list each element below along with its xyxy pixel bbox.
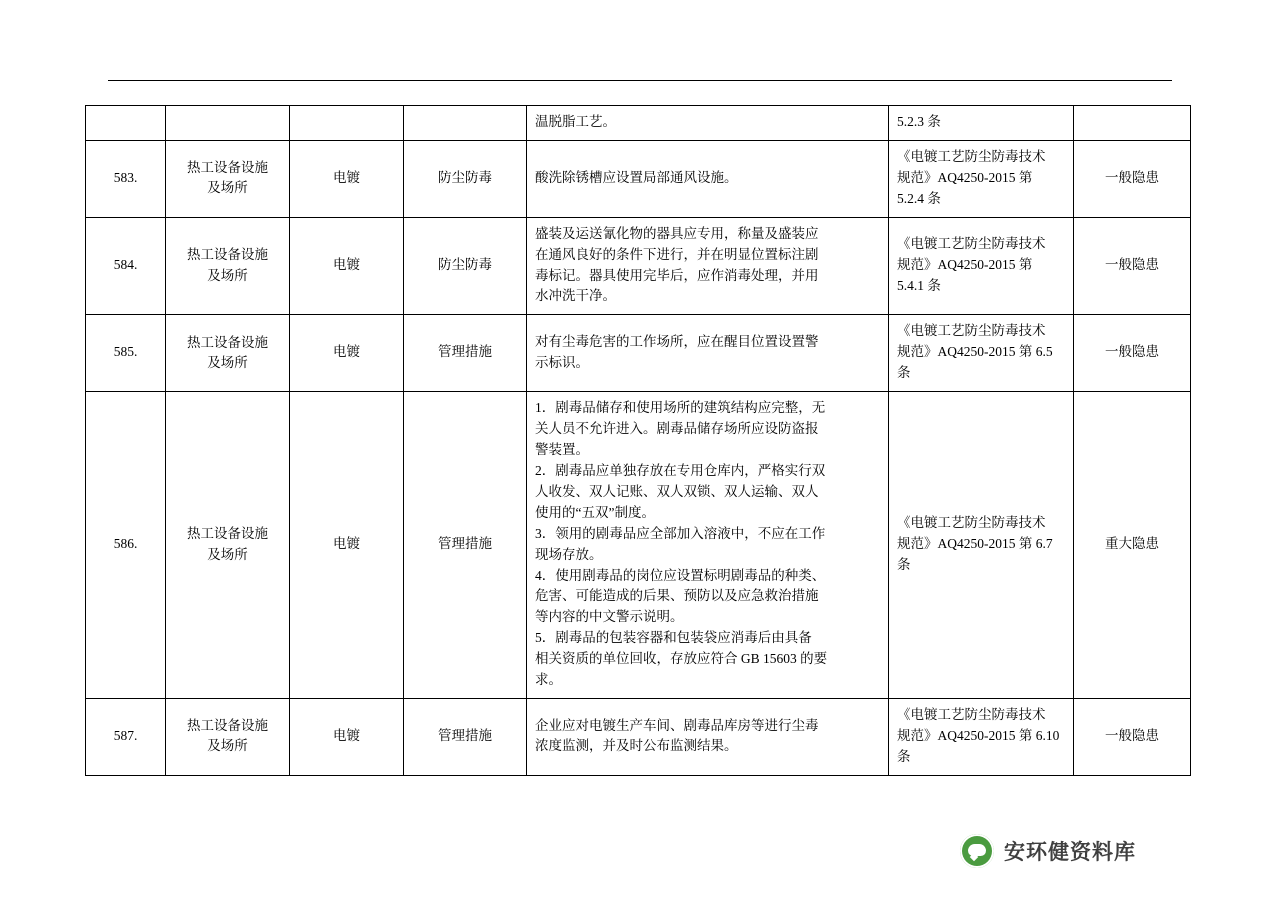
watermark-label: 安环健资料库 (1004, 841, 1136, 864)
description-line: 使用的“五双”制度。 (535, 504, 655, 520)
reference-line: 《电镀工艺防尘防毒技术 (897, 323, 1046, 339)
cell-description (527, 315, 889, 392)
cell-industry: 电镀 (290, 140, 404, 217)
category-line-2: 及场所 (207, 354, 248, 370)
cell-reference (889, 315, 1074, 392)
cell-type: 管理措施 (404, 315, 527, 392)
cell-category (166, 315, 290, 392)
reference-line: 条 (897, 365, 911, 381)
cell-category (166, 392, 290, 699)
cell-description (527, 699, 889, 776)
description-line: 浓度监测，并及时公布监测结果。 (535, 738, 738, 754)
cell-number: 586. (86, 392, 166, 699)
description-line: 毒标记。器具使用完毕后，应作消毒处理，并用 (535, 267, 819, 283)
cell-type: 防尘防毒 (404, 217, 527, 315)
description-line: 人收发、双人记账、双人双锁、双人运输、双人 (535, 483, 819, 499)
cell-industry: 电镀 (290, 392, 404, 699)
category-line-1: 热工设备设施 (187, 526, 268, 542)
cell-description (527, 140, 889, 217)
cell-type (404, 106, 527, 141)
description-line: 在通风良好的条件下进行，并在明显位置标注剧 (535, 246, 819, 262)
cell-level: 一般隐患 (1074, 699, 1191, 776)
description-line: 危害、可能造成的后果、预防以及应急救治措施 (535, 588, 819, 604)
cell-industry: 电镀 (290, 699, 404, 776)
category-line-2: 及场所 (207, 267, 248, 283)
cell-reference (889, 392, 1074, 699)
cell-category (166, 699, 290, 776)
wechat-logo-icon (960, 834, 994, 868)
cell-reference: 5.2.3 条 (889, 106, 1074, 141)
table-body (86, 106, 1191, 776)
reference-line: 规范》AQ4250-2015 第 6.10 (897, 727, 1060, 743)
cell-industry (290, 106, 404, 141)
cell-level: 一般隐患 (1074, 217, 1191, 315)
table-row (86, 140, 1191, 217)
cell-level: 一般隐患 (1074, 140, 1191, 217)
cell-reference (889, 699, 1074, 776)
description-line: 1．剧毒品储存和使用场所的建筑结构应完整，无 (535, 400, 826, 416)
header-rule (108, 80, 1172, 81)
table-row (86, 392, 1191, 699)
watermark (960, 826, 1200, 876)
description-line: 关人员不允许进入。剧毒品储存场所应设防盗报 (535, 421, 819, 437)
category-line-1: 热工设备设施 (187, 247, 268, 263)
cell-type: 管理措施 (404, 392, 527, 699)
cell-category (166, 140, 290, 217)
description-line: 3．领用的剧毒品应全部加入溶液中，不应在工作 (535, 525, 826, 541)
reference-line: 5.4.1 条 (897, 277, 941, 293)
cell-industry: 电镀 (290, 315, 404, 392)
description-list (535, 398, 880, 691)
cell-reference (889, 217, 1074, 315)
reference-line: 5.2.4 条 (897, 190, 941, 206)
cell-industry: 电镀 (290, 217, 404, 315)
reference-line: 《电镀工艺防尘防毒技术 (897, 148, 1046, 164)
cell-description (527, 217, 889, 315)
cell-number: 584. (86, 217, 166, 315)
cell-type: 防尘防毒 (404, 140, 527, 217)
reference-line: 《电镀工艺防尘防毒技术 (897, 515, 1046, 531)
hazard-table-container (85, 105, 1190, 776)
category-line-1: 热工设备设施 (187, 334, 268, 350)
category-line-1: 热工设备设施 (187, 718, 268, 734)
description-line: 警装置。 (535, 441, 589, 457)
description-line: 4．使用剧毒品的岗位应设置标明剧毒品的种类、 (535, 567, 826, 583)
description-line: 水冲洗干净。 (535, 288, 616, 304)
reference-line: 《电镀工艺防尘防毒技术 (897, 707, 1046, 723)
description-line: 2．剧毒品应单独存放在专用仓库内，严格实行双 (535, 462, 826, 478)
table-row (86, 217, 1191, 315)
category-line-2: 及场所 (207, 180, 248, 196)
reference-line: 条 (897, 748, 911, 764)
description-line: 盛装及运送氰化物的器具应专用，称量及盛装应 (535, 225, 819, 241)
description-line: 现场存放。 (535, 546, 603, 562)
reference-line: 《电镀工艺防尘防毒技术 (897, 236, 1046, 252)
cell-number: 585. (86, 315, 166, 392)
description-line: 企业应对电镀生产车间、剧毒品库房等进行尘毒 (535, 717, 819, 733)
category-line-1: 热工设备设施 (187, 160, 268, 176)
cell-reference (889, 140, 1074, 217)
cell-level: 重大隐患 (1074, 392, 1191, 699)
description-line: 等内容的中文警示说明。 (535, 609, 684, 625)
table-row (86, 699, 1191, 776)
cell-description (527, 392, 889, 699)
cell-category (166, 106, 290, 141)
cell-type: 管理措施 (404, 699, 527, 776)
description-line: 对有尘毒危害的工作场所，应在醒目位置设置警 (535, 333, 819, 349)
table-row (86, 315, 1191, 392)
cell-category (166, 217, 290, 315)
description-line: 求。 (535, 672, 562, 688)
cell-number: 587. (86, 699, 166, 776)
description-line: 5．剧毒品的包装容器和包装袋应消毒后由具备 (535, 630, 812, 646)
description-line: 示标识。 (535, 354, 589, 370)
cell-number: 583. (86, 140, 166, 217)
reference-line: 规范》AQ4250-2015 第 6.5 (897, 344, 1053, 360)
cell-level: 一般隐患 (1074, 315, 1191, 392)
cell-number (86, 106, 166, 141)
reference-line: 规范》AQ4250-2015 第 (897, 169, 1033, 185)
table-row-continuation (86, 106, 1191, 141)
hazard-table (85, 105, 1191, 776)
category-line-2: 及场所 (207, 546, 248, 562)
category-line-2: 及场所 (207, 738, 248, 754)
reference-line: 条 (897, 557, 911, 573)
reference-line: 规范》AQ4250-2015 第 6.7 (897, 536, 1053, 552)
cell-level (1074, 106, 1191, 141)
description-line: 酸洗除锈槽应设置局部通风设施。 (535, 169, 738, 185)
description-line: 相关资质的单位回收，存放应符合 GB 15603 的要 (535, 651, 828, 667)
cell-description: 温脱脂工艺。 (527, 106, 889, 141)
reference-line: 规范》AQ4250-2015 第 (897, 257, 1033, 273)
